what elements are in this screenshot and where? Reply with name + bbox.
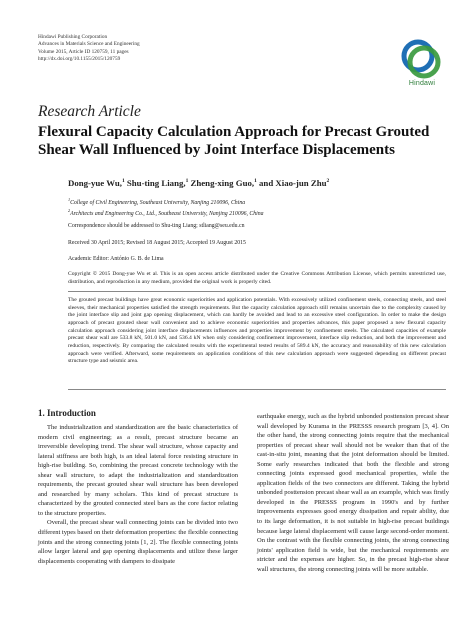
body-paragraph: The industrialization and standardization are the basic characteristics of modern civil engineering; as a result, precast structure became an irreversible developing trend. The shear wall structure, whose capacity and lateral stiffness are both high, is an ideal lateral force resisting structure in high-rise building. So, combining the precast concrete technology with the shear wall structure, to adapt the industrialization and standardization requirements, the precast grouted shear wall structure has been developed and researched by many scholars. This kind of precast structure is characterized by the grouted connected steel bars as the core factor relating to the structure properties.: [38, 424, 238, 517]
body-column-left: [38, 423, 238, 566]
affiliation-text: College of Civil Engineering, Southeast University, Nanjing 210096, China: [70, 199, 246, 206]
author-affiliation-marker: 1: [185, 178, 189, 185]
publication-dates: Received 30 April 2015; Revised 18 August 2015; Accepted 19 August 2015: [68, 240, 246, 246]
affiliation-line: [68, 207, 264, 218]
body-paragraph: Overall, the precast shear wall connecting joints can be divided into two different types based on their deformation properties: the flexible connecting joints and the strong connecting joints [1, 2]. The flexible connecting joints allow larger lateral and gap opening displacements and utilize these larger displacements cooperating with dampers to dissipate: [38, 519, 238, 565]
hindawi-logo-icon: [398, 36, 444, 82]
author-name[interactable]: and Xiao-jun Zhu: [259, 178, 327, 188]
abstract-top-divider: [68, 291, 446, 292]
affiliation-marker: 1: [68, 197, 71, 202]
journal-name: Advances in Materials Science and Engineering: [38, 41, 140, 48]
author-affiliation-marker: 1: [121, 178, 125, 185]
author-affiliation-marker: 1: [254, 178, 257, 185]
affiliations: [68, 196, 264, 218]
author-list: [68, 178, 329, 188]
article-type: Research Article: [38, 103, 141, 120]
hindawi-logo-wordmark: Hindawi: [408, 80, 436, 87]
article-title: Flexural Capacity Calculation Approach for Precast Grouted Shear Wall Influenced by Joint Interface Displacements: [38, 124, 430, 158]
doi-link[interactable]: http://dx.doi.org/10.1155/2015/120759: [38, 56, 121, 63]
correspondence: Correspondence should be addressed to Shu-ting Liang; stliang@seu.edu.cn: [68, 223, 245, 229]
body-column-right: [257, 412, 449, 574]
affiliation-marker: 2: [68, 207, 71, 213]
publisher-name: Hindawi Publishing Corporation: [38, 34, 108, 40]
abstract: The grouted precast buildings have great economic superiorities and application potentials. With excessively utilized confinement steels, connecting steels, and steel sleeves, their mechanical properties satisfied the strength requirements. But the capacity calculation approach still remains uncertain due to the complexity caused by the joint interface slip and joint gap opening displacement, which can hardly be avoided and lead to an excessive steel configuration. In order to make the design approach of precast grouted shear wall convenient and to achieve economic superiorities and properties advances, this paper proposed a new flexural capacity calculation approach considering joint interface displacements influences and properties improvement by confinement steels. The calculated capacities of example precast shear wall are 533.8 kN, 501.0 kN, and 536.4 kN when only considering confinement improvement, interface slip reduction, and both the improvement and reduction, respectively. By comparing the calculated results with the experimental tested results of 589.4 kN, the accuracy and reasonability of this new calculation approach were verified. Afterward, some requirements on application conditions of this new calculation approach were suggested depending on different precast structure type and seismic area.: [68, 297, 446, 365]
publisher-header: [38, 34, 140, 64]
author-name[interactable]: Dong-yue Wu,: [68, 178, 122, 188]
affiliation-text: Architects and Engineering Co., Ltd., Southeast University, Nanjing 210096, China: [70, 210, 264, 217]
author-name[interactable]: Zheng-xing Guo,: [190, 178, 255, 188]
section-heading: 1. Introduction: [38, 408, 96, 418]
author-affiliation-marker: 2: [326, 178, 330, 185]
body-paragraph: earthquake energy, such as the hybrid unbonded posttension precast shear wall developed by Kurama in the PRESSS research program [3, 4]. On the other hand, the strong connecting joints require that the mechanical properties of precast shear wall should not be weaker than that of the cast-in-situ joint, meaning that the joint deformation should be limited. Some early researches indicated that both the flexible and strong connecting joints expressed good mechanical properties, while the application fields of the two connectors are different. Taking the hybrid unbonded posttension precast shear wall as an example, which was firstly developed in the PRESSS program in 1990's and by further improvements expresses good energy dissipation and repair ability, due to its large deformation, it is not suitable in high-rise precast buildings because large lateral displacement will cause large second-order moment. On the contrast with the flexible connecting joints, the strong connecting joints' application field is wide, but the mechanical requirements are stricter and the expenses are higher. So, in the precast high-rise shear wall structures, the strong connecting joints will be more suitable.: [257, 413, 449, 573]
affiliation-line: [68, 196, 264, 207]
volume-info: Volume 2015, Article ID 120759, 11 pages: [38, 48, 129, 55]
academic-editor: Academic Editor: António G. B. de Lima: [68, 256, 164, 262]
copyright-notice: Copyright © 2015 Dong-yue Wu et al. This is an open access article distributed under the Creative Commons Attribution License, which permits unrestricted use, distribution, and reproduction in any medium, provided the original work is properly cited.: [68, 271, 446, 285]
author-name[interactable]: Shu-ting Liang,: [126, 178, 186, 188]
abstract-bottom-divider: [68, 389, 446, 390]
